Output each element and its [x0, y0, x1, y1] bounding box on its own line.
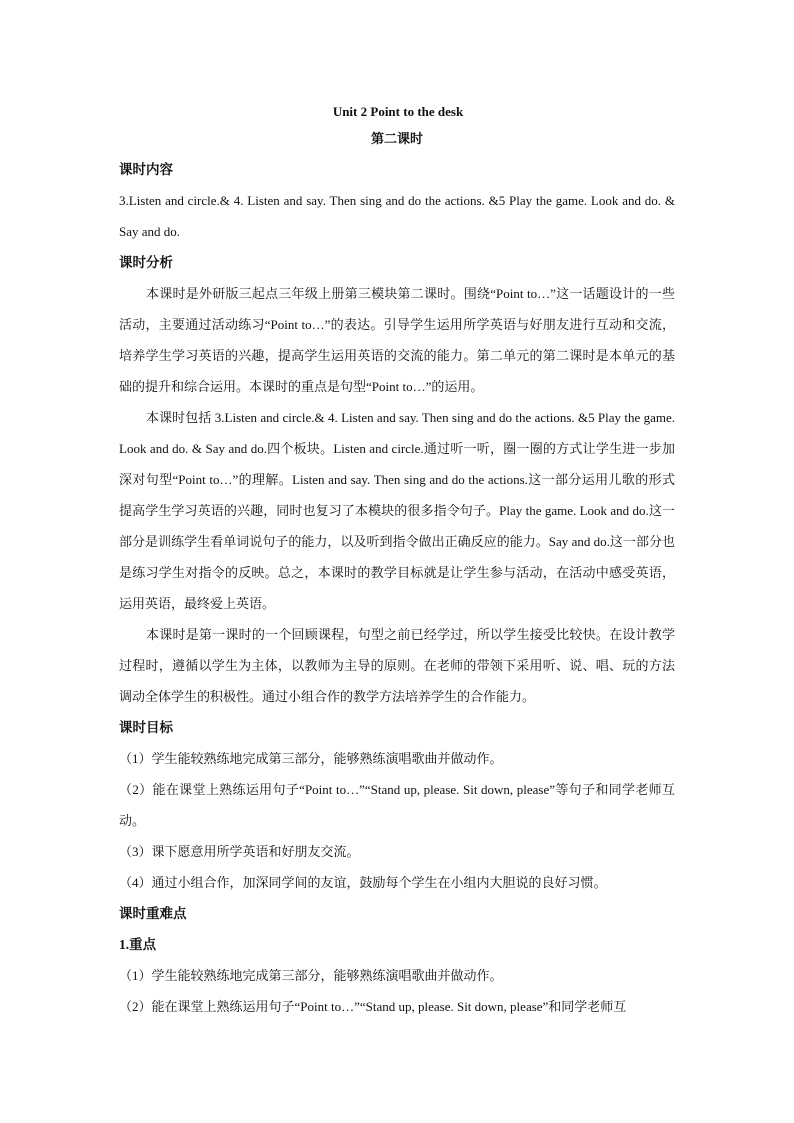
analysis-paragraph-1: 本课时是外研版三起点三年级上册第三模块第二课时。围绕“Point to…”这一话题设计的一些活动，主要通过活动练习“Point to…”的表达。引导学生运用所学英语与好朋友进行互动和交流，培养学生学习英语的兴趣，提高学生运用英语的交流的能力。第二单元的第二课时是本单元的基础的提升和综合运用。本课时的重点是句型“Point to…”的运用。	[119, 286, 675, 394]
keypoints-sub-heading: 1.重点	[119, 937, 157, 952]
section-heading-keypoints: 课时重难点	[119, 906, 187, 921]
keypoint-item-2: （2）能在课堂上熟练运用句子“Point to…”“Stand up, please. Sit down, please”和同学老师互	[119, 999, 627, 1014]
section-heading-analysis: 课时分析	[119, 255, 173, 270]
document-title: Unit 2 Point to the desk	[332, 104, 464, 119]
goal-item-1: （1）学生能较熟练地完成第三部分，能够熟练演唱歌曲并做动作。	[119, 751, 503, 766]
document-page	[119, 100, 675, 1022]
section-heading-goals: 课时目标	[119, 720, 173, 735]
document-subtitle: 第二课时	[370, 131, 423, 146]
goal-item-4: （4）通过小组合作，加深同学间的友谊，鼓励每个学生在小组内大胆说的良好习惯。	[119, 875, 607, 890]
analysis-paragraph-2: 本课时包括 3.Listen and circle.& 4. Listen and say. Then sing and do the actions. &5 Play the game. Look and do. & Say and do.四个板块。Listen and circle.通过听一听，圈一圈的方式让学生进一步加深对句型“Point to…”的理解。Listen and say. Then sing and do the actions.这一部分运用儿歌的形式提高学生学习英语的兴趣，同时也复习了本模块的很多指令句子。Play the game. Look and do.这一部分是训练学生看单词说句子的能力，以及听到指令做出正确反应的能力。Say and do.这一部分也是练习学生对指令的反映。总之，本课时的教学目标就是让学生参与活动，在活动中感受英语，运用英语，最终爱上英语。	[119, 410, 675, 611]
analysis-paragraph-3: 本课时是第一课时的一个回顾课程，句型之前已经学过，所以学生接受比较快。在设计教学过程时，遵循以学生为主体，以教师为主导的原则。在老师的带领下采用听、说、唱、玩的方法调动全体学生的积极性。通过小组合作的教学方法培养学生的合作能力。	[119, 627, 675, 704]
section-heading-content: 课时内容	[119, 162, 173, 177]
keypoint-item-1: （1）学生能较熟练地完成第三部分，能够熟练演唱歌曲并做动作。	[119, 968, 503, 983]
goal-item-3: （3）课下愿意用所学英语和好朋友交流。	[119, 844, 360, 859]
content-text: 3.Listen and circle.& 4. Listen and say. Then sing and do the actions. &5 Play the game. Look and do. & Say and do.	[119, 193, 675, 239]
goal-item-2: （2）能在课堂上熟练运用句子“Point to…”“Stand up, please. Sit down, please”等句子和同学老师互动。	[119, 782, 675, 828]
